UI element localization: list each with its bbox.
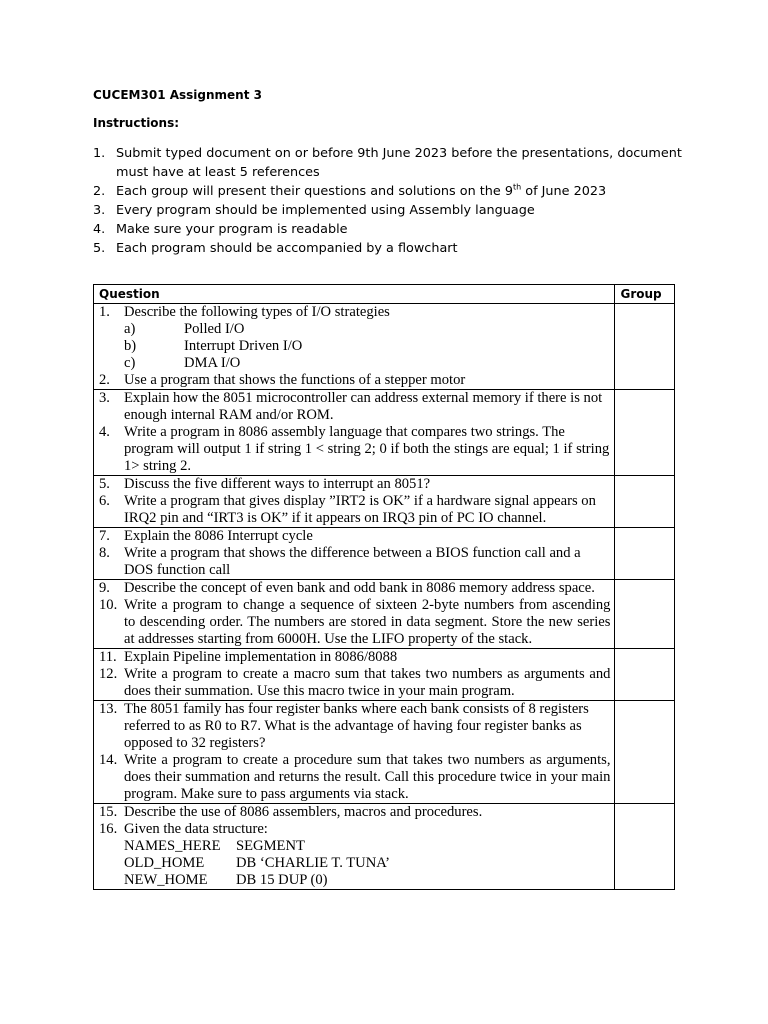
group-cell[interactable]	[615, 649, 675, 701]
sub-item	[99, 338, 610, 355]
question-number: 10.	[99, 597, 118, 613]
instruction-item	[93, 239, 683, 258]
question-text: Write a program that shows the difference between a BIOS function call and a DOS function call	[124, 545, 581, 578]
question-item	[99, 476, 610, 493]
code-line	[99, 838, 610, 855]
sub-item-label: b)	[124, 338, 137, 354]
table-row	[94, 476, 675, 528]
table-header-row	[94, 285, 675, 304]
questions-table	[93, 284, 675, 890]
sub-item-text: Polled I/O	[184, 321, 245, 337]
code-line	[99, 855, 610, 872]
instruction-text-part: of June 2023	[521, 184, 607, 199]
group-cell[interactable]	[615, 804, 675, 890]
instruction-item	[93, 220, 683, 239]
question-item	[99, 804, 610, 821]
sub-item-text: DMA I/O	[184, 355, 241, 371]
code-label: OLD_HOME	[124, 855, 205, 871]
question-number: 13.	[99, 701, 118, 717]
group-cell[interactable]	[615, 580, 675, 649]
question-item	[99, 424, 610, 475]
question-text: Describe the concept of even bank and odd bank in 8086 memory address space.	[124, 580, 595, 596]
question-item	[99, 580, 610, 597]
instruction-item	[93, 201, 683, 220]
sub-item-label: c)	[124, 355, 136, 371]
question-cell	[94, 804, 615, 890]
question-text: Write a program that gives display ”IRT2 is OK” if a hardware signal appears on IRQ2 pin and “IRT3 is OK” if it appears on IRQ3 pin of PC IO channel.	[124, 493, 596, 526]
instruction-number: 5.	[93, 241, 106, 256]
question-text: Write a program in 8086 assembly language that compares two strings. The program will output 1 if string 1 < string 2; 0 if both the stings are equal; 1 if string 1> string 2.	[124, 424, 610, 474]
question-item	[99, 304, 610, 321]
instruction-item	[93, 182, 683, 201]
question-text: Write a program to change a sequence of sixteen 2-byte numbers from ascending to descending order. The numbers are stored in data segment. Store the new series at addresses starting from 6000H. Use the LIFO property of the stack.	[124, 597, 611, 647]
table-row	[94, 701, 675, 804]
sub-item	[99, 355, 610, 372]
instruction-number: 3.	[93, 203, 106, 218]
question-number: 9.	[99, 580, 110, 596]
question-text: Explain the 8086 Interrupt cycle	[124, 528, 313, 544]
question-cell	[94, 649, 615, 701]
question-text: Use a program that shows the functions of a stepper motor	[124, 372, 466, 388]
question-text: Describe the use of 8086 assemblers, macros and procedures.	[124, 804, 483, 820]
group-cell[interactable]	[615, 701, 675, 804]
question-number: 5.	[99, 476, 110, 492]
instruction-number: 2.	[93, 184, 106, 199]
question-cell	[94, 528, 615, 580]
instruction-text	[116, 182, 683, 201]
sub-item	[99, 321, 610, 338]
question-number: 4.	[99, 424, 110, 440]
question-item	[99, 528, 610, 545]
question-column-header: Question	[94, 285, 615, 304]
question-text: Given the data structure:	[124, 821, 268, 837]
instruction-text: Each program should be accompanied by a flowchart	[116, 241, 458, 256]
code-label: NEW_HOME	[124, 872, 208, 888]
question-item	[99, 752, 610, 803]
question-text: Explain Pipeline implementation in 8086/8088	[124, 649, 398, 665]
question-number: 3.	[99, 390, 110, 406]
question-text: The 8051 family has four register banks where each bank consists of 8 registers referred to as R0 to R7. What is the advantage of having four register banks as opposed to 32 registers?	[124, 701, 589, 751]
question-number: 11.	[99, 649, 117, 665]
sub-item-label: a)	[124, 321, 136, 337]
question-cell	[94, 476, 615, 528]
question-text: Write a program to create a procedure sum that takes two numbers as arguments, does their summation and returns the result. Call this procedure twice in your main program. Make sure to pass arguments via stack.	[124, 752, 611, 802]
code-value: SEGMENT	[236, 838, 305, 854]
code-line	[99, 872, 610, 889]
question-cell	[94, 390, 615, 476]
question-text: Describe the following types of I/O strategies	[124, 304, 390, 320]
question-item	[99, 597, 610, 648]
instruction-text-part: Each group will present their questions and solutions on the 9	[116, 184, 513, 199]
question-number: 7.	[99, 528, 110, 544]
instruction-text: Make sure your program is readable	[116, 222, 348, 237]
instructions-heading: Instructions:	[93, 116, 180, 130]
group-cell[interactable]	[615, 304, 675, 390]
table-row	[94, 580, 675, 649]
table-row	[94, 390, 675, 476]
question-text: Explain how the 8051 microcontroller can address external memory if there is not enough internal RAM and/or ROM.	[124, 390, 603, 423]
question-item	[99, 372, 610, 389]
question-item	[99, 493, 610, 527]
question-number: 12.	[99, 666, 118, 682]
document-title: CUCEM301 Assignment 3	[93, 88, 262, 102]
sub-item-text: Interrupt Driven I/O	[184, 338, 303, 354]
instruction-number: 4.	[93, 222, 106, 237]
question-number: 2.	[99, 372, 110, 388]
table-row	[94, 528, 675, 580]
question-item	[99, 649, 610, 666]
code-value: DB 15 DUP (0)	[236, 872, 328, 888]
table-row	[94, 304, 675, 390]
instruction-text: Submit typed document on or before 9th June 2023 before the presentations, document must have at least 5 references	[116, 146, 682, 180]
question-number: 6.	[99, 493, 110, 509]
instruction-item	[93, 144, 683, 182]
table-row	[94, 649, 675, 701]
question-item	[99, 701, 610, 752]
question-item	[99, 666, 610, 700]
instruction-number: 1.	[93, 146, 106, 161]
table-row	[94, 804, 675, 890]
instruction-text: Every program should be implemented using Assembly language	[116, 203, 535, 218]
group-cell[interactable]	[615, 390, 675, 476]
question-item	[99, 545, 610, 579]
code-value: DB ‘CHARLIE T. TUNA’	[236, 855, 391, 871]
group-column-header: Group	[615, 285, 675, 304]
question-number: 1.	[99, 304, 110, 320]
instructions-list	[93, 144, 683, 258]
group-cell[interactable]	[615, 476, 675, 528]
question-number: 16.	[99, 821, 118, 837]
question-cell	[94, 580, 615, 649]
code-label: NAMES_HERE	[124, 838, 221, 854]
question-cell	[94, 304, 615, 390]
question-number: 14.	[99, 752, 118, 768]
question-item	[99, 821, 610, 838]
question-number: 8.	[99, 545, 110, 561]
group-cell[interactable]	[615, 528, 675, 580]
question-text: Write a program to create a macro sum that takes two numbers as arguments and does their summation. Use this macro twice in your main program.	[124, 666, 611, 699]
question-item	[99, 390, 610, 424]
question-number: 15.	[99, 804, 118, 820]
question-cell	[94, 701, 615, 804]
ordinal-superscript: th	[512, 182, 522, 192]
question-text: Discuss the five different ways to interrupt an 8051?	[124, 476, 431, 492]
